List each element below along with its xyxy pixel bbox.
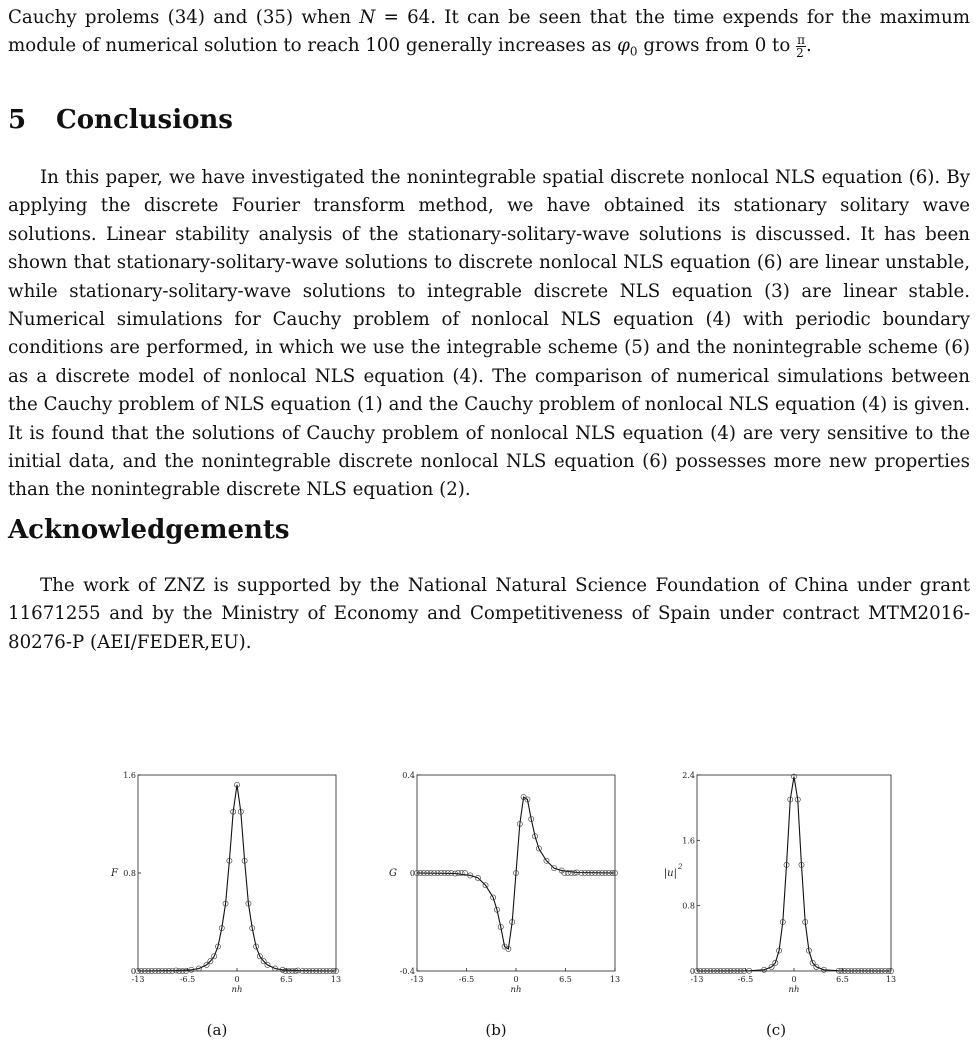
chart-a-ytick-label: 0.8 [123, 869, 136, 878]
chart-b-xtick-label: 13 [609, 975, 621, 984]
chart-c-ytick-label: 1.6 [682, 836, 695, 846]
chart-c-caption: (c) [765, 1021, 787, 1039]
conclusions-paragraph: In this paper, we have investigated the nonintegrable spatial discrete nonlocal NLS equation (6). By applying the discrete Fourier transform method, we have obtained its stationary solitary wave solutions. Linear stability analysis of the stationary-solitary-wave solutions is discussed. It has been shown that stationary-solitary-wave solutions to discrete nonlocal NLS equation (6) are linear unstable, while stationary-solitary-wave solutions to integrable discrete NLS equation (3) are linear stable. Numerical simulations for Cauchy problem of nonlocal NLS equation (4) with periodic boundary conditions are performed, in which we use the integrable scheme (5) and the nonintegrable scheme (6) as a discrete model of nonlocal NLS equation (4). The comparison of numerical simulations between the Cauchy problem of NLS equation (1) and the Cauchy problem of nonlocal NLS equation (4) is given. It is found that the solutions of Cauchy problem of nonlocal NLS equation (4) are very sensitive to the initial data, and the nonintegrable discrete nonlocal NLS equation (6) possesses more new properties than the nonintegrable discrete NLS equation (2). [8, 167, 970, 501]
chart-c-xtick-label: 0 [791, 975, 797, 984]
chart-c-xtick-label: -6.5 [737, 975, 754, 984]
chart-c-frame [697, 775, 891, 971]
chart-c-ylabel-sup: 2 [678, 863, 683, 871]
chart-b-ytick-label: 0.4 [402, 771, 415, 780]
chart-c-xtick-label: -13 [690, 975, 704, 984]
chart-b-ylabel: G [389, 868, 397, 879]
chart-a-ylabel: F [111, 868, 118, 879]
chart-b-solid-line [417, 797, 615, 949]
chart-a-xtick-label: -13 [131, 975, 145, 984]
acknowledgements-paragraph: The work of ZNZ is supported by the National Natural Science Foundation of China under grant 11671255 and by the Ministry of Economy and Competitiveness of Spain under contract MTM2016-80276-P (AEI/FEDER,EU). [8, 575, 970, 653]
chart-b-xtick-label: -6.5 [458, 975, 475, 984]
chart-b-ytick-label: -0.4 [399, 967, 415, 976]
chart-a-ytick-label: 1.6 [123, 771, 136, 780]
chart-b-xtick-label: 6.5 [559, 975, 572, 984]
chart-c-ytick-label: 0 [689, 967, 695, 976]
chart-a-xtick-label: 6.5 [280, 975, 293, 984]
chart-c-ytick-label: 0.8 [682, 901, 695, 911]
chart-b-caption: (b) [485, 1021, 507, 1039]
section-heading-acknowledgements: Acknowledgements [8, 515, 290, 545]
chart-a-xtick-label: 13 [330, 975, 342, 984]
chart-c-xtick-label: 13 [885, 975, 897, 984]
chart-a-xlabel: nh [231, 985, 243, 995]
chart-c-xtick-label: 6.5 [836, 975, 849, 984]
chart-b-ytick-label: 0 [409, 869, 415, 878]
chart-b-xlabel: nh [510, 985, 522, 995]
chart-c-ylabel: |u| [663, 868, 677, 879]
chart-a-ytick-label: 0 [130, 967, 136, 976]
chart-a-frame [138, 775, 336, 971]
section-heading-conclusions: 5 Conclusions [8, 105, 233, 135]
chart-c-solid-line [697, 777, 891, 971]
chart-a-caption: (a) [206, 1021, 228, 1039]
chart-c-xlabel: nh [788, 985, 800, 995]
chart-c-ytick-label: 2.4 [682, 771, 695, 780]
chart-b-xtick-label: 0 [513, 975, 519, 984]
chart-b-xtick-label: -13 [410, 975, 424, 984]
chart-a-xtick-label: 0 [234, 975, 240, 984]
pi-over-two-fraction: $\frac{\pi}{2}$ [796, 32, 805, 60]
chart-a-xtick-label: -6.5 [179, 975, 196, 984]
intro-paragraph: Cauchy prolems (34) and (35) when N = 64. It can be seen that the time expends for the maximum module of numerical solution to reach 100 generally increases as $\varphi_0$ grows from 0 to $\frac{\pi}{2}$ . [8, 7, 970, 60]
chart-a-solid-line [138, 785, 336, 971]
